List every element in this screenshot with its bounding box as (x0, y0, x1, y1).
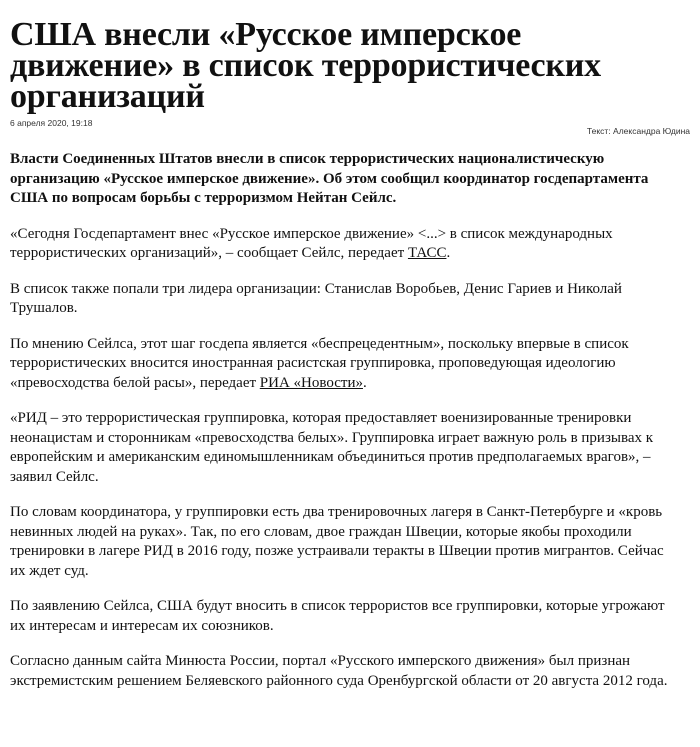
ria-novosti-link[interactable]: РИА «Новости» (259, 374, 363, 391)
paragraph-opinion (10, 335, 675, 394)
paragraph-camps: По словам координатора, у группировки есть два тренировочных лагеря в Санкт-Петербурге и «кровь невинных людей на руках». Так, по его словам, двое граждан Швеции, которые якобы проходили тренировки в лагере РИД в 2016 году, позже устраивали теракты в Швеции против мигрантов. Сейчас их ждет суд. (10, 504, 664, 579)
article-meta (10, 118, 690, 138)
article-title: США внесли «Русское имперское движение» в список террористических организаций (10, 16, 601, 115)
paragraph-end: . (446, 245, 451, 261)
paragraph-leaders: В список также попали три лидера организации: Станислав Воробьев, Денис Гариев и Николай Трушалов. (10, 280, 622, 316)
article-body (10, 150, 675, 691)
author-credit: Текст: Александра Юдина (586, 126, 690, 136)
paragraph-minjust: Согласно данным сайта Минюста России, портал «Русского имперского движения» был признан экстремистским решением Беляевского районного суда Оренбургской области от 20 августа 2012 года. (10, 653, 668, 689)
article-page (10, 0, 690, 707)
tass-link[interactable]: ТАСС (407, 245, 447, 261)
paragraph-statement: По заявлению Сейлса, США будут вносить в список террористов все группировки, которые угрожают их интересам и интересам их союзников. (10, 598, 665, 634)
publish-date: 6 апреля 2020, 19:18 (10, 118, 93, 128)
paragraph-quote-sales: «РИД – это террористическая группировка, которая предоставляет военизированные тренировки неонацистам и сторонникам «превосходства белых». Группировка играет важную роль в призывах к европейским и американским единомышленникам объединиться против предполагаемых врагов», – заявил Сейлс. (10, 410, 654, 485)
paragraph-quote-state-dept (10, 225, 675, 264)
paragraph-end: . (362, 374, 367, 391)
paragraph-text: «Сегодня Госдепартамент внес «Русское имперское движение» <...> в список международных террористических организаций», – сообщает Сейлс, передает (10, 225, 613, 261)
paragraph-text: По мнению Сейлса, этот шаг госдепа является «беспрецедентным», поскольку впервые в список террористических вносится иностранная расистская группировка, проповедующая идеологию «превосходства белой расы», передает (10, 335, 629, 391)
article-lead: Власти Соединенных Штатов внесли в список террористических националистическую организацию «Русское имперское движение». Об этом сообщил координатор госдепартамента США по вопросам борьбы с терроризмом Нейтан Сейлс. (10, 151, 649, 206)
